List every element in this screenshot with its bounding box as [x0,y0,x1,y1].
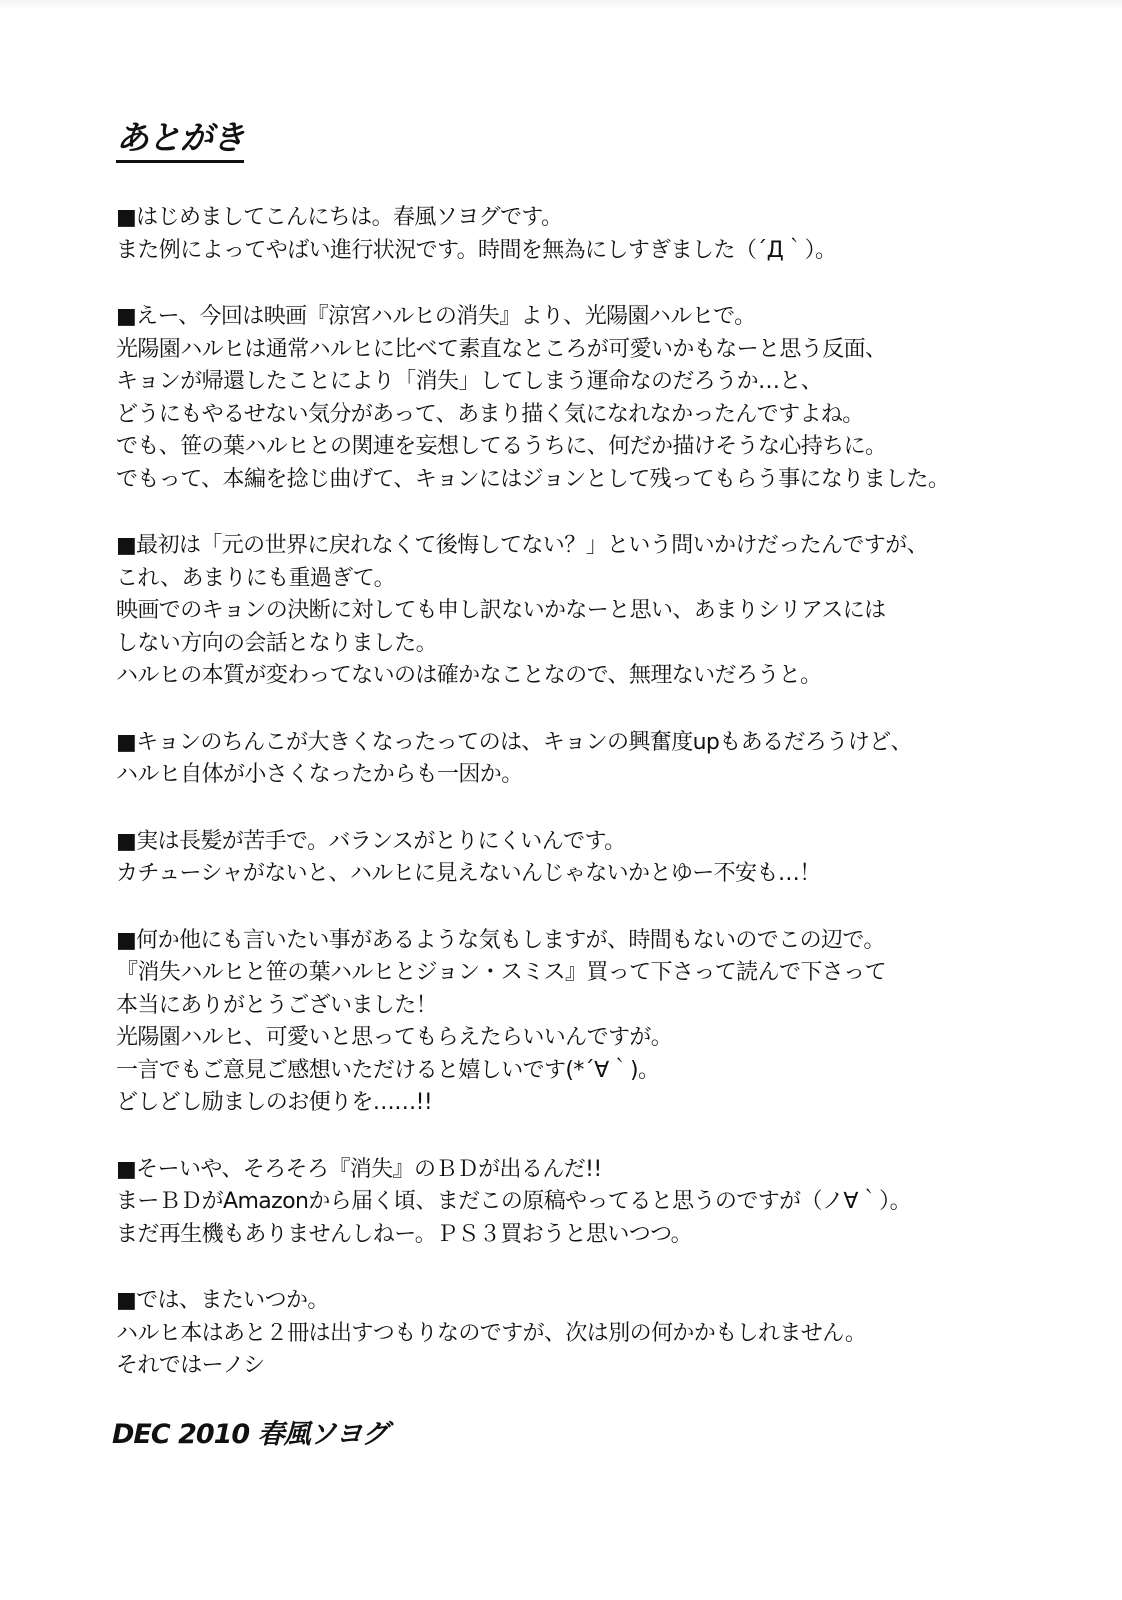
text-line: ■では、またいつか。 [116,1288,329,1313]
afterword-body [116,202,1076,1417]
text-line: まだ再生機もありませんしねー。ＰＳ３買おうと思いつつ。 [116,1221,693,1247]
text-line: でも、笹の葉ハルヒとの関連を妄想してるうちに、何だか描けそうな心持ちに。 [116,434,887,459]
text-line: ハルヒ自体が小さくなったからも一因か。 [116,762,523,787]
text-line: これ、あまりにも重過ぎて。 [116,565,396,591]
paragraph-movie [116,301,1076,496]
text-line: ■最初は「元の世界に戻れなくて後悔してない？」という問いかけだったんですが、 [116,533,928,558]
text-line: しない方向の会話となりました。 [116,630,438,656]
paragraph-farewell [116,1285,1076,1383]
text-line: 本当にありがとうございました！ [116,992,438,1018]
text-line: ■えー、今回は映画『涼宮ハルヒの消失』より、光陽園ハルヒで。 [116,304,756,329]
text-line: 一言でもご意見ご感想いただけると嬉しいです(*´∀｀)。 [116,1057,660,1083]
page-title: あとがき [116,118,244,163]
text-line: どうにもやるせない気分があって、あまり描く気になれなかったんですよね。 [116,401,864,427]
text-line: 『消失ハルヒと笹の葉ハルヒとジョン・スミス』買って下さって読んで下さって [116,960,886,985]
paragraph-question [116,530,1076,693]
signature: DEC 2010 春風ソヨグ [112,1419,388,1450]
text-line: 光陽園ハルヒ、可愛いと思ってもらえたらいいんですが。 [116,1025,673,1050]
text-line: 光陽園ハルヒは通常ハルヒに比べて素直なところが可愛いかもなーと思う反面、 [116,336,887,362]
text-line: ハルヒ本はあと２冊は出すつもりなのですが、次は別の何かかもしれません。 [116,1320,867,1346]
paragraph-bd [116,1154,1076,1252]
text-line: カチューシャがないと、ハルヒに見えないんじゃないかとゆー不安も…！ [116,861,821,886]
paragraph-greeting [116,202,1076,267]
text-line: ■そーいや、そろそろ『消失』のＢＤが出るんだ!! [116,1156,602,1182]
text-line: ■実は長髪が苦手で。バランスがとりにくいんです。 [116,828,626,854]
text-line: 映画でのキョンの決断に対しても申し訳ないかなーと思い、あまりシリアスには [116,598,886,623]
text-line: それではーノシ [116,1353,265,1378]
paragraph-hair [116,826,1076,891]
text-line: ハルヒの本質が変わってないのは確かなことなので、無理ないだろうと。 [116,663,822,688]
text-line: ■何か他にも言いたい事があるような気もしますが、時間もないのでこの辺で。 [116,927,885,953]
text-line: ■キョンのちんこが大きくなったってのは、キョンの興奮度upもあるだろうけど、 [116,729,912,755]
text-line: まーＢＤがAmazonから届く頃、まだこの原稿やってると思うのですが（ノ∀｀）。 [116,1189,911,1214]
text-line: ■はじめましてこんにちは。春風ソヨグです。 [116,205,563,230]
paragraph-thanks [116,925,1076,1120]
text-line: キョンが帰還したことにより「消失」してしまう運命なのだろうか…と、 [116,369,823,394]
text-line: でもって、本編を捻じ曲げて、キョンにはジョンとして残ってもらう事になりました。 [116,466,950,492]
text-line: どしどし励ましのお便りを……!! [116,1090,433,1115]
scan-edge [0,0,1122,10]
text-line: また例によってやばい進行状況です。時間を無為にしすぎました（´Д｀）。 [116,237,837,263]
paragraph-remark [116,727,1076,792]
